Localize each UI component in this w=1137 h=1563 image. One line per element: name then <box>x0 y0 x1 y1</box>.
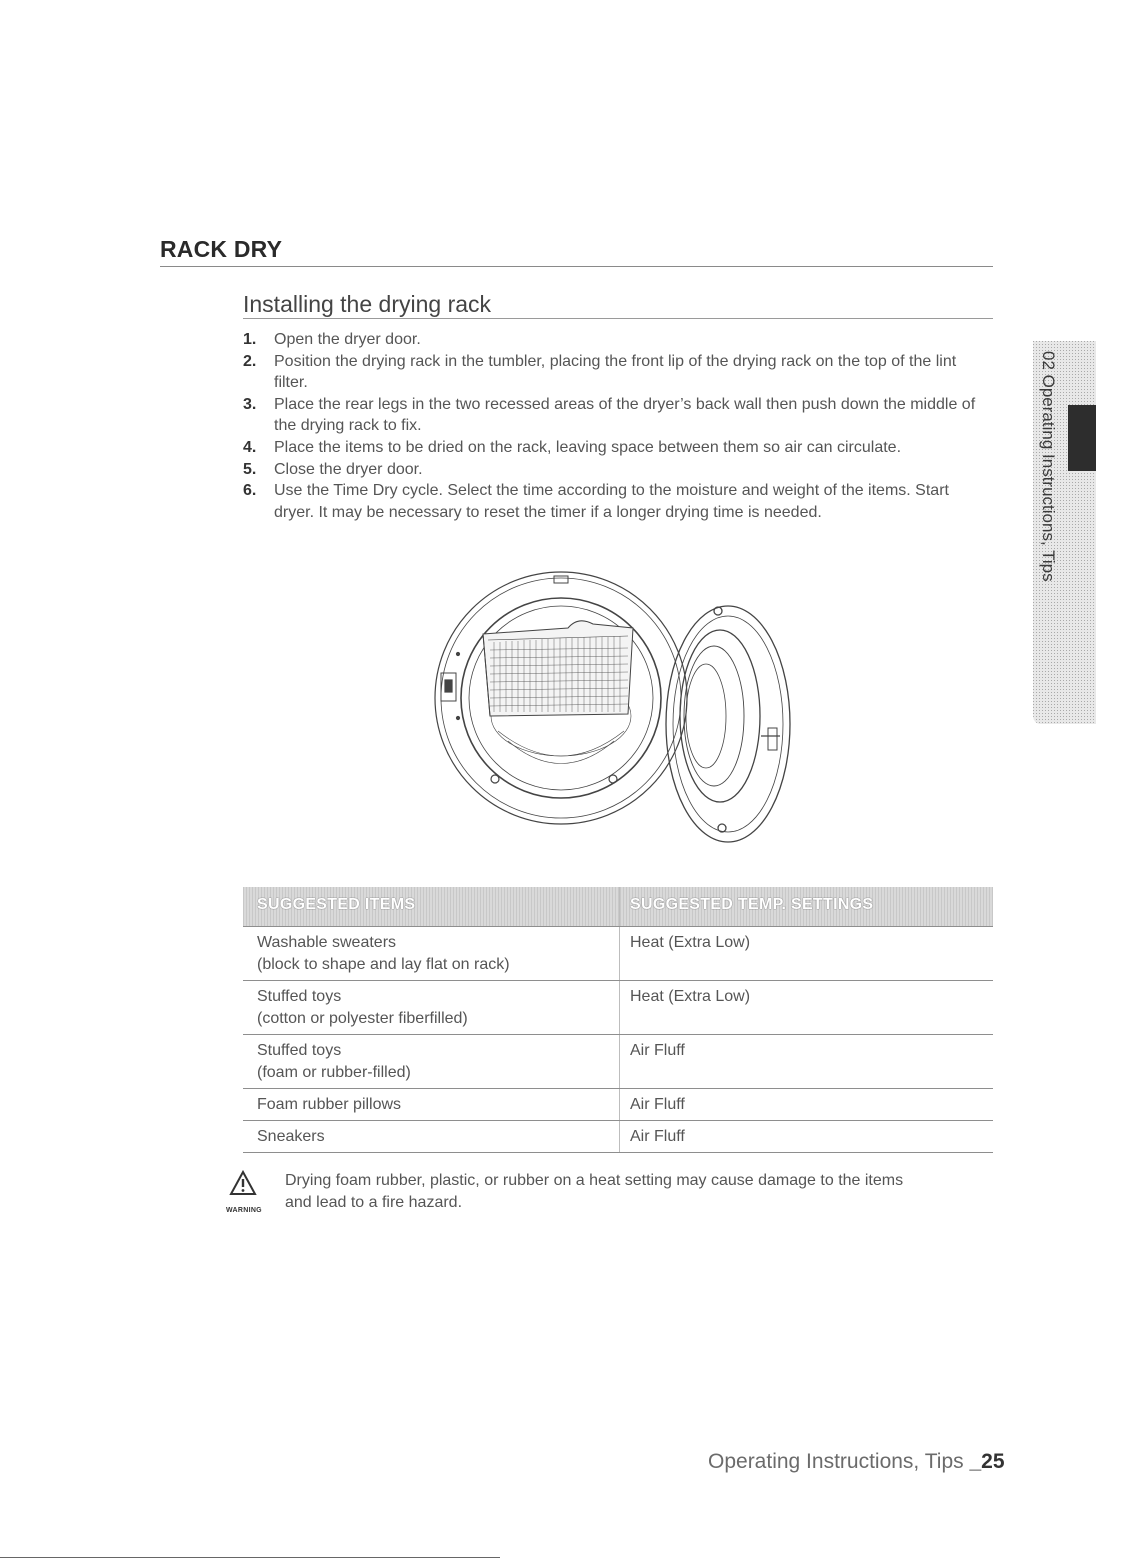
step-item <box>243 329 983 351</box>
setting-cell: Heat (Extra Low) <box>630 988 751 1005</box>
step-item <box>243 480 983 523</box>
step-item <box>243 394 983 437</box>
dryer-drying-rack-illustration <box>428 566 798 856</box>
item-detail: (block to shape and lay flat on rack) <box>257 956 510 973</box>
step-text: Close the dryer door. <box>274 460 423 478</box>
item-cell <box>243 981 620 1034</box>
step-number: 1. <box>243 331 257 348</box>
subsection-divider <box>243 318 993 319</box>
warning-icon-group <box>226 1168 274 1214</box>
header-suggested-items: SUGGESTED ITEMS <box>243 887 620 926</box>
item-name: Sneakers <box>257 1128 325 1145</box>
step-text: Use the Time Dry cycle. Select the time according to the moisture and weight of the items. Start dryer. It may be necessary to reset the timer if a longer drying time is needed. <box>274 482 949 521</box>
table-row <box>243 1121 993 1153</box>
item-detail: (cotton or polyester fiberfilled) <box>257 1010 468 1027</box>
instruction-steps <box>243 329 983 523</box>
step-item <box>243 437 983 459</box>
item-cell <box>243 927 620 980</box>
bottom-divider <box>0 1557 500 1558</box>
setting-cell: Heat (Extra Low) <box>630 934 751 951</box>
step-number: 4. <box>243 438 257 456</box>
table-header-row <box>243 887 993 927</box>
table-row <box>243 1089 993 1121</box>
table-row <box>243 927 993 981</box>
section-divider <box>160 266 993 267</box>
item-cell <box>243 1035 620 1088</box>
warning-label: WARNING <box>226 1207 262 1214</box>
item-name: Stuffed toys <box>257 988 342 1005</box>
step-text: Place the items to be dried on the rack, leaving space between them so air can circulate. <box>274 438 902 456</box>
warning-triangle-icon <box>229 1170 257 1196</box>
section-title: RACK DRY <box>160 236 283 262</box>
step-text: Open the dryer door. <box>274 331 421 348</box>
item-cell <box>243 1089 620 1120</box>
step-text: Place the rear legs in the two recessed areas of the dryer’s back wall then push down the middle of the drying rack to fix. <box>274 395 976 435</box>
table-row <box>243 981 993 1035</box>
step-number: 2. <box>243 352 257 370</box>
item-name: Washable sweaters <box>257 934 397 951</box>
item-name: Foam rubber pillows <box>257 1096 402 1113</box>
item-name: Stuffed toys <box>257 1042 342 1059</box>
suggested-settings-table <box>243 887 993 1153</box>
setting-cell: Air Fluff <box>630 1128 685 1145</box>
step-item <box>243 459 983 481</box>
chapter-tab-label: 02 Operating Instructions, Tips <box>1039 351 1058 582</box>
step-item <box>243 351 983 394</box>
header-suggested-temp-settings: SUGGESTED TEMP. SETTINGS <box>620 887 993 926</box>
item-cell <box>243 1121 620 1152</box>
warning-text-line-1: Drying foam rubber, plastic, or rubber on a heat setting may cause damage to the items <box>285 1172 904 1189</box>
step-number: 5. <box>243 460 257 478</box>
page-footer <box>708 1450 1005 1474</box>
setting-cell: Air Fluff <box>630 1042 685 1059</box>
step-number: 3. <box>243 395 257 413</box>
warning-text-line-2: and lead to a fire hazard. <box>285 1194 463 1211</box>
step-text: Position the drying rack in the tumbler, placing the front lip of the drying rack on the top of the lint filter. <box>274 352 957 392</box>
setting-cell: Air Fluff <box>630 1096 685 1113</box>
page-number: _25 <box>969 1450 1005 1473</box>
item-detail: (foam or rubber-filled) <box>257 1064 411 1081</box>
step-number: 6. <box>243 482 257 500</box>
footer-chapter-title: Operating Instructions, Tips <box>708 1450 970 1473</box>
table-row <box>243 1035 993 1089</box>
subsection-title: Installing the drying rack <box>243 291 492 317</box>
